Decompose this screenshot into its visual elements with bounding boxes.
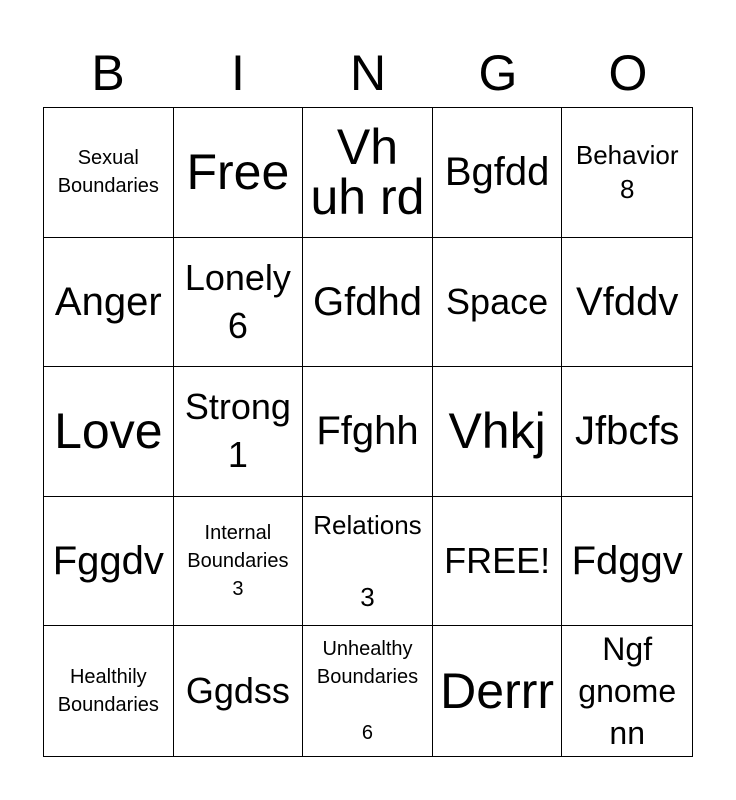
bingo-cell[interactable]: Internal Boundaries 3	[174, 497, 304, 627]
bingo-cell[interactable]: Space	[433, 238, 563, 368]
bingo-cell[interactable]: Healthily Boundaries	[44, 626, 174, 756]
bingo-cell[interactable]: Vfddv	[562, 238, 692, 368]
bingo-card-grid	[43, 107, 693, 757]
bingo-cell[interactable]: Ggdss	[174, 626, 304, 756]
bingo-cell[interactable]: Lonely 6	[174, 238, 304, 368]
header-letter-b: B	[91, 45, 125, 101]
bingo-cell[interactable]: Fdggv	[562, 497, 692, 627]
bingo-cell[interactable]: Strong 1	[174, 367, 304, 497]
bingo-cell[interactable]: Behavior 8	[562, 108, 692, 238]
bingo-cell[interactable]: Sexual Boundaries	[44, 108, 174, 238]
bingo-cell[interactable]: Relations 3	[303, 497, 433, 627]
bingo-cell[interactable]: Anger	[44, 238, 174, 368]
bingo-cell[interactable]: Love	[44, 367, 174, 497]
bingo-cell[interactable]: Gfdhd	[303, 238, 433, 368]
bingo-cell[interactable]: Free	[174, 108, 304, 238]
bingo-cell[interactable]: Vh uh rd	[303, 108, 433, 238]
free-space-cell[interactable]: FREE!	[433, 497, 563, 627]
header-letter-g: G	[478, 45, 518, 101]
header-letter-o: O	[608, 45, 648, 101]
bingo-cell[interactable]: Fggdv	[44, 497, 174, 627]
bingo-cell[interactable]: Jfbcfs	[562, 367, 692, 497]
bingo-cell[interactable]: Unhealthy Boundaries 6	[303, 626, 433, 756]
bingo-cell[interactable]: Bgfdd	[433, 108, 563, 238]
bingo-cell[interactable]: Ffghh	[303, 367, 433, 497]
bingo-header	[43, 40, 693, 106]
bingo-cell[interactable]: Vhkj	[433, 367, 563, 497]
header-letter-i: I	[231, 45, 245, 101]
bingo-cell[interactable]: Ngf gnome nn	[578, 631, 677, 752]
header-letter-n: N	[349, 45, 387, 101]
bingo-cell[interactable]: Derrr	[433, 626, 563, 756]
